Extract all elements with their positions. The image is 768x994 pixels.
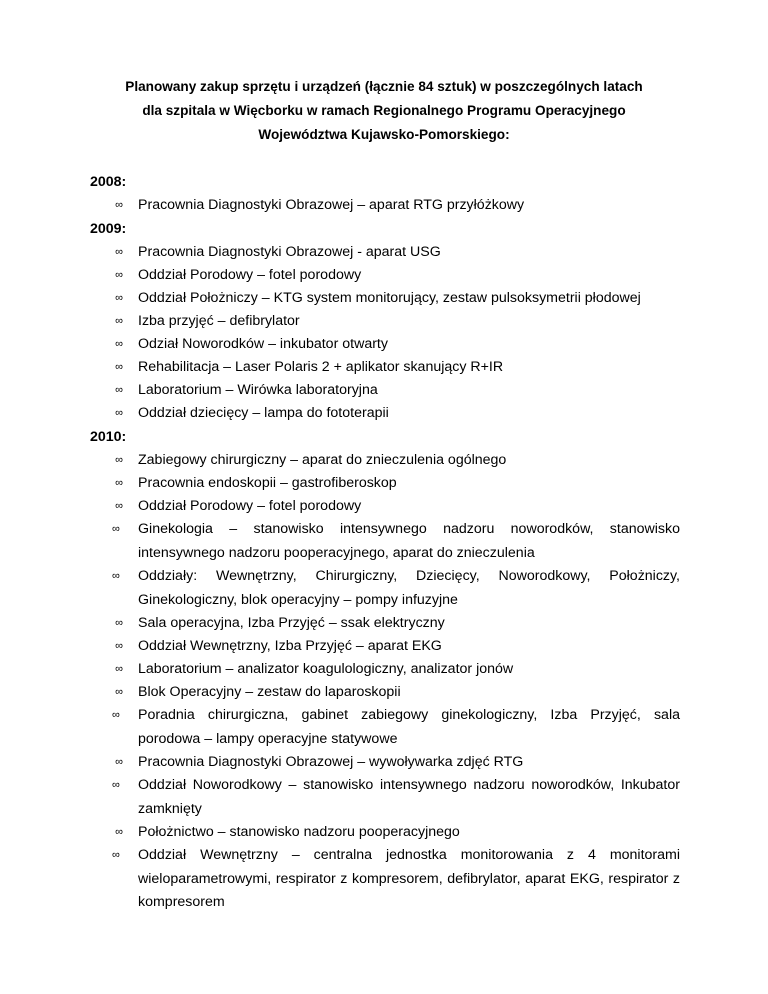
list-item-text: porodowa – lampy operacyjne statywowe: [138, 730, 398, 747]
list-item-text: Odział Noworodków – inkubator otwarty: [138, 336, 388, 352]
list-item-text: Pracownia Diagnostyki Obrazowej – aparat RTG przyłóżkowy: [138, 197, 525, 213]
bullet-icon: ∞: [115, 199, 123, 211]
bullet-icon: ∞: [115, 826, 123, 838]
bullet-icon: ∞: [112, 709, 120, 721]
list-item-text: Oddział dziecięcy – lampa do fototerapii: [138, 405, 389, 421]
list-item: [90, 333, 680, 356]
list-item: [90, 751, 680, 774]
bullet-icon: ∞: [112, 849, 120, 861]
list-item-text: Laboratorium – Wirówka laboratoryjna: [138, 382, 378, 398]
list-item: [90, 658, 680, 681]
list-item: [90, 821, 680, 844]
list-item: [90, 518, 680, 565]
list-item-text: Blok Operacyjny – zestaw do laparoskopii: [138, 684, 401, 700]
bullet-icon: ∞: [115, 686, 123, 698]
list-item-text: Pracownia Diagnostyki Obrazowej - aparat USG: [138, 244, 441, 260]
bullet-icon: ∞: [115, 246, 123, 258]
list-item: [90, 704, 680, 751]
list-item-text: zamknięty: [138, 800, 202, 817]
bullet-icon: ∞: [112, 779, 120, 791]
list-item-text: Oddział Położniczy – KTG system monitorujący, zestaw pulsoksymetrii płodowej: [138, 290, 641, 306]
bullet-icon: ∞: [115, 500, 123, 512]
list-item-text: Rehabilitacja – Laser Polaris 2 + aplikator skanujący R+IR: [138, 359, 504, 375]
list-item: [90, 402, 680, 425]
list-item-text: Położnictwo – stanowisko nadzoru pooperacyjnego: [138, 824, 460, 840]
bullet-icon: ∞: [115, 361, 123, 373]
bullet-icon: ∞: [115, 477, 123, 489]
list-item: [90, 287, 680, 310]
bullet-icon: ∞: [115, 663, 123, 675]
bullet-icon: ∞: [115, 315, 123, 327]
title-line-2: dla szpitala w Więcborku w ramach Regionalnego Programu Operacyjnego: [142, 103, 626, 118]
list-item: [90, 241, 680, 264]
document-title: [90, 75, 678, 147]
list-item-text: Zabiegowy chirurgiczny – aparat do znieczulenia ogólnego: [138, 452, 507, 468]
bullet-icon: ∞: [115, 384, 123, 396]
list-item-text: intensywnego nadzoru pooperacyjnego, aparat do znieczulenia: [138, 544, 535, 561]
list-item-text: Poradnia chirurgiczna, gabinet zabiegowy ginekologiczny, Izba Przyjęć, sala: [138, 707, 680, 723]
bullet-icon: ∞: [115, 269, 123, 281]
list-item: [90, 356, 680, 379]
bullet-icon: ∞: [115, 407, 123, 419]
list-item-text: Ginekologia – stanowisko intensywnego nadzoru noworodków, stanowisko: [138, 521, 680, 537]
list-item: [90, 472, 680, 495]
list-item: [90, 495, 680, 518]
list-item-text: wieloparametrowymi, respirator z kompresorem, defibrylator, aparat EKG, respirator z: [138, 870, 680, 887]
list-item: [90, 310, 680, 333]
title-line-1: Planowany zakup sprzętu i urządzeń (łącznie 84 sztuk) w poszczególnych latach: [125, 79, 643, 94]
list-item: [90, 681, 680, 704]
bullet-icon: ∞: [115, 338, 123, 350]
list-item: [90, 844, 680, 915]
list-item: [90, 194, 680, 217]
bullet-icon: ∞: [112, 570, 120, 582]
list-item: [90, 774, 680, 821]
equipment-list: [90, 170, 680, 915]
list-item: [90, 379, 680, 402]
bullet-icon: ∞: [115, 454, 123, 466]
list-item-text: Pracownia Diagnostyki Obrazowej – wywoływarka zdjęć RTG: [138, 754, 524, 770]
list-item-text: Oddział Wewnętrzny – centralna jednostka monitorowania z 4 monitorami: [138, 847, 680, 863]
list-item-text: Laboratorium – analizator koagulologiczny, analizator jonów: [138, 661, 514, 677]
bullet-icon: ∞: [112, 523, 120, 535]
list-item: [90, 449, 680, 472]
list-item: [90, 264, 680, 287]
bullet-icon: ∞: [115, 756, 123, 768]
list-item: [90, 565, 680, 612]
list-item-text: Izba przyjęć – defibrylator: [138, 313, 300, 329]
list-item: [90, 635, 680, 658]
bullet-icon: ∞: [115, 292, 123, 304]
list-item-text: Sala operacyjna, Izba Przyjęć – ssak elektryczny: [138, 615, 445, 631]
list-item-text: Oddział Porodowy – fotel porodowy: [138, 498, 362, 514]
list-item-text: Pracownia endoskopii – gastrofiberoskop: [138, 475, 397, 491]
title-line-3: Województwa Kujawsko-Pomorskiego:: [258, 127, 510, 142]
bullet-icon: ∞: [115, 617, 123, 629]
list-item-text: Oddział Porodowy – fotel porodowy: [138, 267, 362, 283]
list-item: [90, 612, 680, 635]
list-item-text: Ginekologiczny, blok operacyjny – pompy infuzyjne: [138, 591, 458, 608]
year-heading: 2010:: [90, 429, 127, 445]
list-item-text: Oddział Wewnętrzny, Izba Przyjęć – aparat EKG: [138, 638, 442, 654]
bullet-icon: ∞: [115, 640, 123, 652]
year-heading: 2009:: [90, 221, 127, 237]
list-item-text: Oddział Noworodkowy – stanowisko intensywnego nadzoru noworodków, Inkubator: [138, 777, 680, 793]
list-item-text: kompresorem: [138, 894, 225, 910]
year-heading: 2008:: [90, 174, 127, 190]
list-item-text: Oddziały: Wewnętrzny, Chirurgiczny, Dziecięcy, Noworodkowy, Położniczy,: [138, 568, 680, 584]
